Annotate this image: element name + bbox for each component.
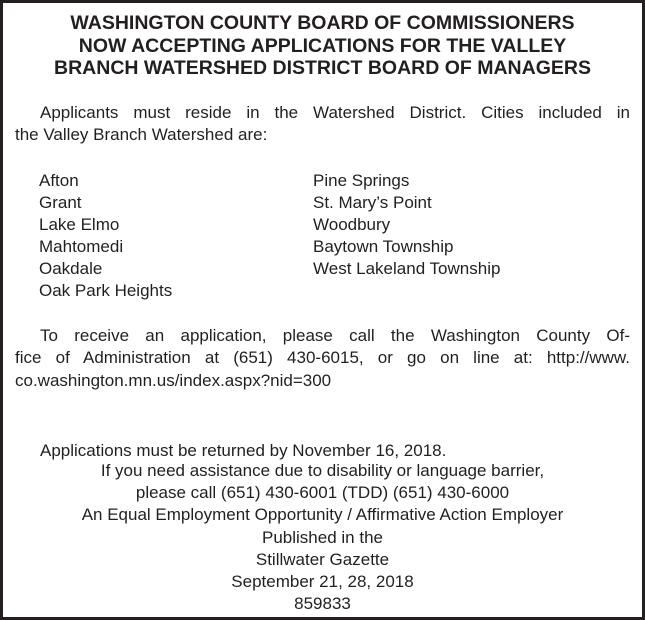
deadline: Applications must be returned by November 16, 2018. bbox=[40, 441, 447, 460]
city: Afton bbox=[39, 171, 79, 190]
city: St. Mary’s Point bbox=[313, 193, 432, 212]
city: Lake Elmo bbox=[39, 215, 120, 234]
title-line: BRANCH WATERSHED DISTRICT BOARD OF MANAGERS bbox=[54, 57, 591, 79]
city: West Lakeland Township bbox=[313, 259, 501, 278]
footer-line: 859833 bbox=[294, 594, 351, 614]
application-url: co.washington.mn.us/index.aspx?nid=300 bbox=[15, 371, 332, 390]
footer-line: please call (651) 430-6001 (TDD) (651) 430-6000 bbox=[135, 483, 510, 503]
city: Pine Springs bbox=[313, 171, 410, 190]
footer-line: Stillwater Gazette bbox=[255, 549, 390, 569]
city: Oak Park Heights bbox=[39, 281, 173, 300]
cities-left bbox=[39, 170, 172, 302]
notice-title bbox=[3, 12, 642, 80]
intro-line: the Valley Branch Watershed are: bbox=[15, 125, 268, 144]
footer-line: September 21, 28, 2018 bbox=[231, 572, 414, 592]
city: Baytown Township bbox=[313, 237, 454, 256]
city: Grant bbox=[39, 193, 82, 212]
intro-line: Applicants must reside in the Watershed District. Cities included in bbox=[40, 103, 630, 122]
title-line: NOW ACCEPTING APPLICATIONS FOR THE VALLEY bbox=[78, 34, 567, 57]
footer-line: An Equal Employment Opportunity / Affirmative Action Employer bbox=[81, 505, 564, 525]
city: Oakdale bbox=[39, 259, 103, 278]
title-line: WASHINGTON COUNTY BOARD OF COMMISSIONERS bbox=[70, 12, 575, 34]
cities-right bbox=[313, 170, 500, 280]
application-line: fice of Administration at (651) 430-6015, or go on line at: http://www. bbox=[15, 348, 630, 367]
city: Woodbury bbox=[313, 215, 391, 234]
footer-line: Published in the bbox=[262, 527, 383, 547]
footer-line: If you need assistance due to disability or language barrier, bbox=[100, 461, 545, 480]
city: Mahtomedi bbox=[39, 237, 124, 256]
footer bbox=[3, 460, 642, 615]
application-line: To receive an application, please call the Washington County Of- bbox=[40, 326, 630, 345]
